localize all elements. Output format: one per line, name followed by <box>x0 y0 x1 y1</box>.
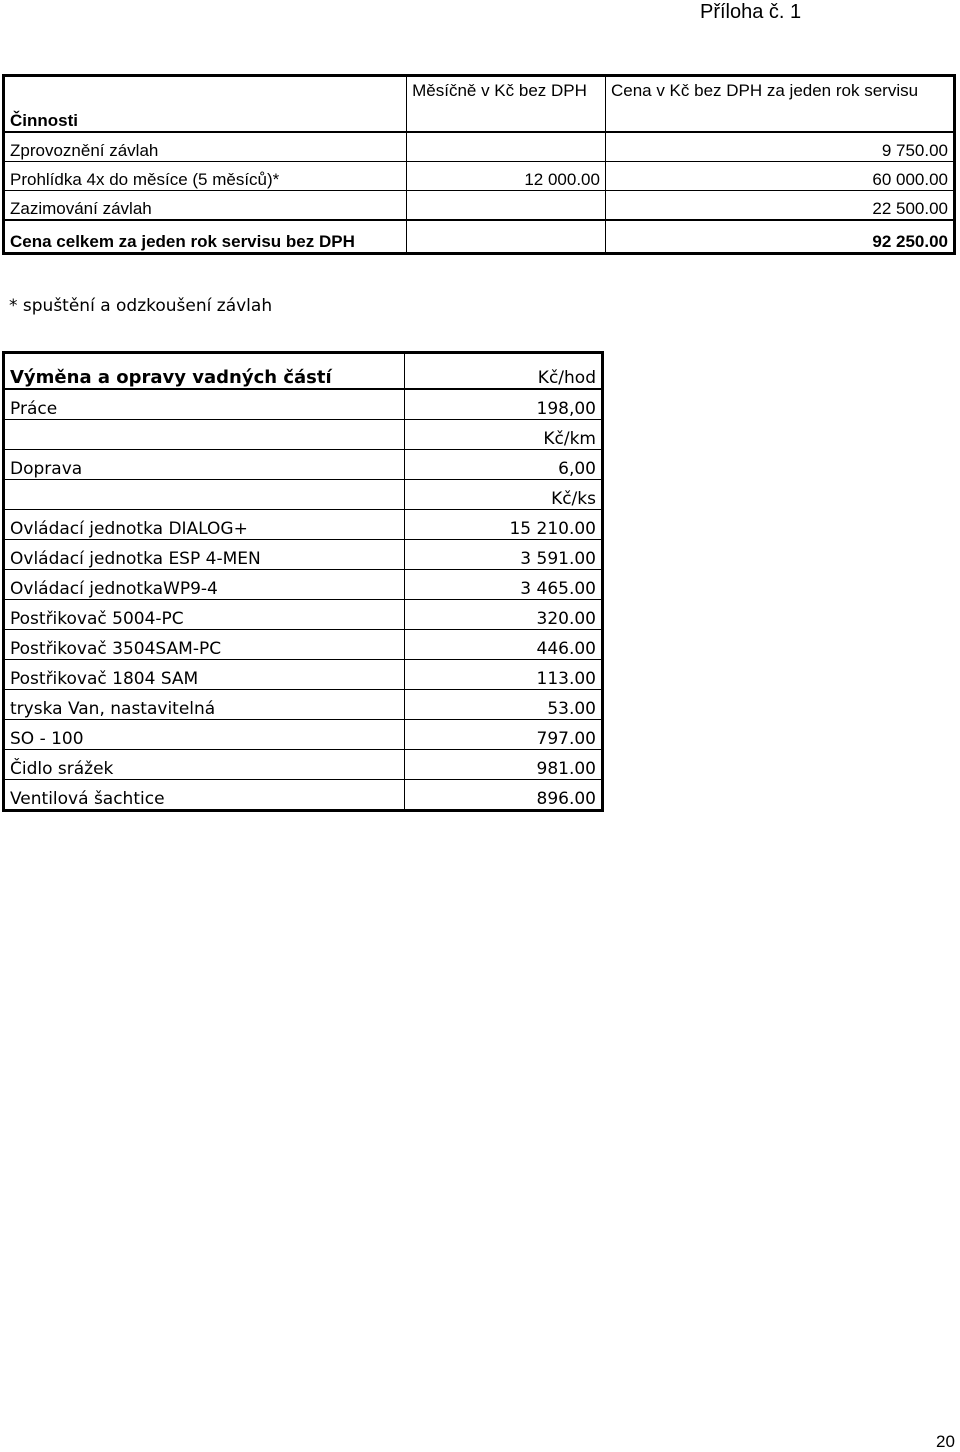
yearly-cell: 60 000.00 <box>605 162 954 191</box>
table-row <box>4 750 603 780</box>
table-row <box>4 780 603 811</box>
part-name-cell <box>4 480 405 510</box>
table-row <box>4 450 603 480</box>
part-name-cell: Ventilová šachtice <box>4 780 405 811</box>
col-monthly-header: Měsíčně v Kč bez DPH <box>407 76 606 133</box>
part-value-cell: 113.00 <box>405 660 603 690</box>
part-value-cell: 981.00 <box>405 750 603 780</box>
table-row <box>4 600 603 630</box>
part-value-cell: 198,00 <box>405 389 603 420</box>
table-row <box>4 720 603 750</box>
part-name-cell: Postřikovač 5004-PC <box>4 600 405 630</box>
part-value-cell: 797.00 <box>405 720 603 750</box>
part-value-cell: Kč/ks <box>405 480 603 510</box>
col-activity-header: Činnosti <box>4 76 407 133</box>
part-value-cell: 15 210.00 <box>405 510 603 540</box>
part-value-cell: 3 591.00 <box>405 540 603 570</box>
total-empty-cell <box>407 220 606 254</box>
part-name-cell: Čidlo srážek <box>4 750 405 780</box>
table-row <box>4 420 603 450</box>
part-value-cell: 53.00 <box>405 690 603 720</box>
parts-title: Výměna a opravy vadných částí <box>4 353 405 390</box>
total-row <box>4 220 955 254</box>
table-row <box>4 630 603 660</box>
part-name-cell: tryska Van, nastavitelná <box>4 690 405 720</box>
activity-cell: Zprovoznění závlah <box>4 132 407 162</box>
annex-label: Příloha č. 1 <box>700 1 802 23</box>
footnote: * spuštění a odzkoušení závlah <box>9 296 273 316</box>
activity-cell: Zazimování závlah <box>4 191 407 221</box>
table-row <box>4 660 603 690</box>
part-name-cell: Práce <box>4 389 405 420</box>
table-row <box>4 510 603 540</box>
table-row <box>4 191 955 221</box>
part-name-cell: Ovládací jednotka DIALOG+ <box>4 510 405 540</box>
part-name-cell <box>4 420 405 450</box>
monthly-cell <box>407 191 606 221</box>
monthly-cell: 12 000.00 <box>407 162 606 191</box>
monthly-cell <box>407 132 606 162</box>
services-header-row <box>4 76 955 133</box>
yearly-cell: 22 500.00 <box>605 191 954 221</box>
table-row <box>4 389 603 420</box>
table-row <box>4 540 603 570</box>
yearly-cell: 9 750.00 <box>605 132 954 162</box>
part-name-cell: Doprava <box>4 450 405 480</box>
part-name-cell: SO - 100 <box>4 720 405 750</box>
activity-cell: Prohlídka 4x do měsíce (5 měsíců)* <box>4 162 407 191</box>
table-row <box>4 480 603 510</box>
part-name-cell: Ovládací jednotka ESP 4-MEN <box>4 540 405 570</box>
parts-table <box>2 351 604 812</box>
col-yearly-header: Cena v Kč bez DPH za jeden rok servisu <box>605 76 954 133</box>
table-row <box>4 162 955 191</box>
table-row <box>4 570 603 600</box>
part-value-cell: 446.00 <box>405 630 603 660</box>
part-name-cell: Ovládací jednotkaWP9-4 <box>4 570 405 600</box>
table-row <box>4 690 603 720</box>
part-value-cell: 3 465.00 <box>405 570 603 600</box>
part-value-cell: 896.00 <box>405 780 603 811</box>
page-number: 20 <box>936 1432 955 1451</box>
part-value-cell: 320.00 <box>405 600 603 630</box>
table-row <box>4 132 955 162</box>
total-label: Cena celkem za jeden rok servisu bez DPH <box>4 220 407 254</box>
services-table <box>2 74 956 255</box>
part-name-cell: Postřikovač 1804 SAM <box>4 660 405 690</box>
parts-unit-cell: Kč/hod <box>405 353 603 390</box>
parts-header-row <box>4 353 603 390</box>
part-name-cell: Postřikovač 3504SAM-PC <box>4 630 405 660</box>
total-value: 92 250.00 <box>605 220 954 254</box>
part-value-cell: 6,00 <box>405 450 603 480</box>
part-value-cell: Kč/km <box>405 420 603 450</box>
